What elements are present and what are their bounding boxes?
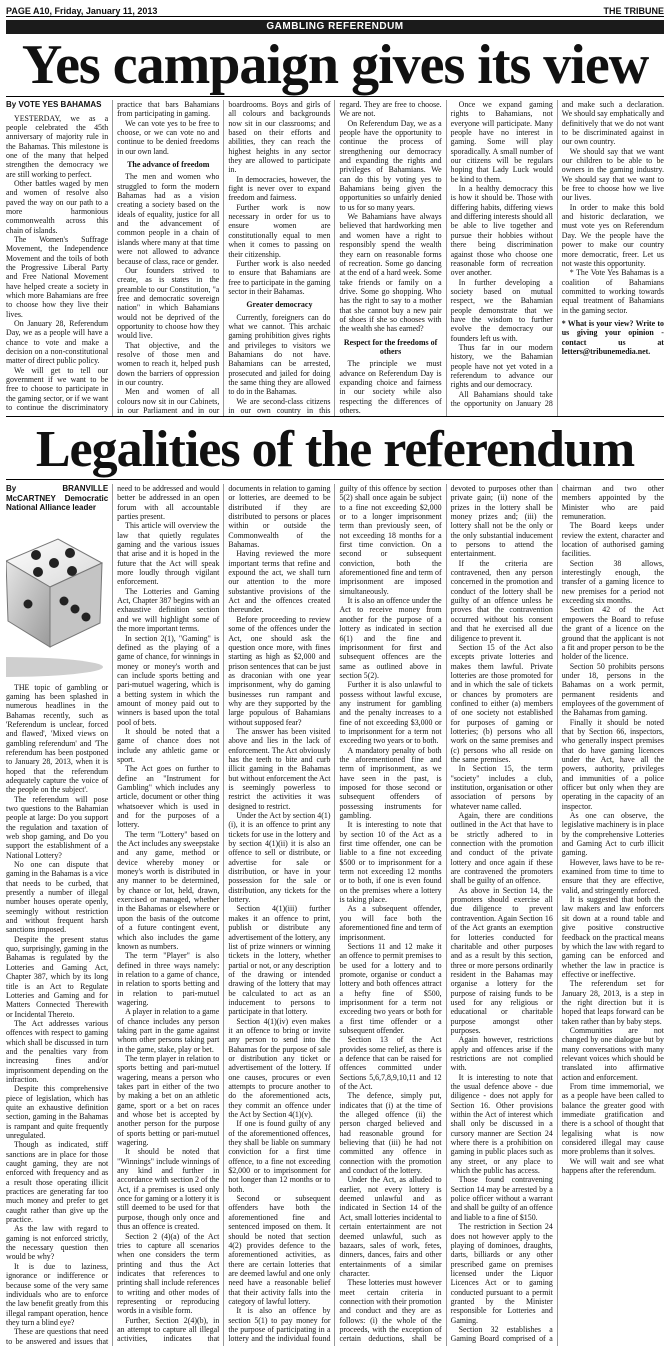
paragraph: In Section 15, the term "society" includes a club, institution, organisation or other association of persons by whatever name called. bbox=[450, 764, 553, 811]
paragraph: If one is found guilty of any of the aforementioned offences, they shall be liable on summary conviction for a first time offence, to a fine not exceeding $2,000 or to imprisonment for not longer than 12 months or to both. bbox=[228, 1119, 331, 1194]
paragraph: Second or subsequent offenders have both the aforementioned fine and sentenced imposed on them. It should be noted that section 4(2) provides defence to the aforementioned activities, as there are certain lotteries that are deemed lawful and one only need have a reasonable belief that their activity falls into the category of lawful lottery. bbox=[228, 1194, 331, 1306]
paragraph: A mandatory penalty of both the aforementioned fine and term of imprisonment, as we have seen in the past, is imposed for those second or subsequent offenders of possessing instruments for gambling. bbox=[339, 745, 442, 821]
paragraph: The defence, simply put, indicates that (i) at the time of the alleged offence (ii) the person charged believed and had reasonable ground for believing that (iii) he had not committed any offence in connection with the promotion and conduct of the lottery. bbox=[339, 1091, 442, 1176]
story2-columns bbox=[6, 484, 664, 1346]
paragraph: All Bahamians should take the opportunity on January 28 and make such a declaration. We should say emphatically and definitively that we do not want to be discriminated against in our own country. bbox=[450, 100, 664, 408]
paragraph: Despite this comprehensive piece of legislation, which has quite an exhaustive definition section, gaming in the Bahamas is rampant and quite frequently unregulated. bbox=[6, 1084, 109, 1140]
paragraph: As above in Section 14, the promoters should exercise all due diligence to prevent contravention. Again Section 16 of the Act grants an exemption for lotteries conducted for charitable and other purposes and as a result by this section, three or more persons ordinarily resident in the Bahamas may organise a lottery for the purpose of raising funds to be used for any religious or educational or charitable purpose amongst other purposes. bbox=[450, 885, 553, 1035]
paragraph: A player in relation to a game of chance includes any person taking part in the game against whom other persons taking part in the game, stake, play or bet. bbox=[117, 1007, 220, 1054]
paragraph: The restriction in Section 24 does not however apply to the playing of dominoes, draughts, darts, billiards or any other prescribed game on premises licensed under the Liquor Licences Act or to gaming conducted pursuant to a permit granted by the Minister responsible for Lotteries and Gaming. bbox=[450, 1222, 553, 1325]
paragraph: It is also an offence under the Act to receive money from another for the purpose of a lottery as indicated in section 6(1) and the fine and imprisonment for first and subsequent offences are the same as outlined above in section 5(2). bbox=[339, 596, 442, 680]
paragraph: * The Vote Yes Bahamas is a coalition of Bahamians committed to working towards equal treatment of Bahamians in the gaming sector. bbox=[561, 268, 664, 315]
paragraph: Other battles waged by men and women of resolve also paved the way on our path to a more harmonious commonwealth across this chain of islands. bbox=[6, 178, 109, 235]
paragraph: Section 4(1)(iii) further makes it an offence to print, publish or distribute any advertisement of the lottery, any list of prize winners or winning tickets in the lottery, whether partial or not, or any description of the drawing or intended drawing of the lottery that may be calculated to act as an inducement to persons to participate in that lottery. bbox=[228, 904, 331, 1017]
paragraph: It is due to laziness, ignorance or indifference or because some of the very same individuals who are to enforce the law benefit greatly from this illegal rampant operation, hence they turn a blind eye? bbox=[6, 1261, 109, 1327]
page-folio bbox=[6, 0, 664, 17]
paragraph: It should be noted that "Winnings" include winnings of any kind and further in accordance with section 2 of the Act, if a premises is used only once for gaming or a lottery it is still deemed to be used for that purpose, though only once and thus an offence is created. bbox=[117, 1147, 220, 1232]
paragraph: Before proceeding to review some of the offences under the Act, one should ask the question once more, with fines starting as high as $2,000 and prison sentences that can be just as draconian with one year imprisonment, why do gaming businesses run rampant and why are they supported by the large populous of Bahamians without supposed fear? bbox=[228, 614, 331, 727]
paragraph: It should be noted that a game of chance does not include any athletic game or sport. bbox=[117, 726, 220, 764]
paragraph: Thus far in our modern history, we the Bahamian people have not yet voted in a referendum to advance our rights and our democracy. bbox=[450, 342, 553, 390]
paragraph: This article will overview the law that quietly regulates gaming and the various issues that arise and it is hoped in the future that the Act will speak more loudly through vigilant enforcement. bbox=[117, 521, 220, 587]
paragraph: Men and women of all colours now sit in our Cabinets, in our Parliament and in our boardrooms. Boys and girls of all colours and backgrounds now sit in our classrooms; and based on their efforts and abilities, they can reach the highest heights in any sector they are allowed to participate in. bbox=[117, 100, 331, 415]
paragraph: It is interesting to note that the usual defence above - due diligence - does not apply for Section 16. Other provisions within the Act of interest which shall only be discussed in a cursory manner are Section 24 where there is a prohibition on gaming in public places such as any street, or any place to which the public has access. bbox=[450, 1072, 553, 1176]
paragraph: Further work is now necessary in order for us to ensure women are constitutionally equal to men when it comes to passing on their citizenship. bbox=[228, 202, 331, 259]
paragraph: On Referendum Day, we as a people have the opportunity to continue the process of strengthening our democracy and expanding the rights and privileges of Bahamians. We can do this by voting yes to Bahamians being given the opportunities so unfairly denied to us for so many years. bbox=[339, 118, 442, 212]
paragraph: The Act addresses various offences with respect to gaming which shall be discussed in turn and the penalties vary from increasing fines and/or imprisonment depending on the infraction. bbox=[6, 1018, 109, 1084]
divider bbox=[6, 416, 664, 417]
paragraph: Under the Act by section 4(1)(i), it is an offence to print any tickets for use in the lottery and by section 4(1)(ii) it is also an offence to sell or distribute, or advertise for sale or distribution, or have in your possession for the sale or distribution, any tickets for the lottery. bbox=[228, 811, 331, 905]
paragraph: We will get to tell our government if we want to be free to choose to participate in the gaming sector, or if we want to continue the discriminatory practice that bars Bahamians from participating in gaming. bbox=[6, 100, 220, 413]
paragraph: Sections 11 and 12 make it an offence to permit premises to be used for a lottery and to promote, organise or conduct a lottery and both offences attract a hefty fine of $500, imprisonment for a term not exceeding two years or both for a first time offender or a subsequent offender. bbox=[339, 941, 442, 1035]
paragraph: As the law with regard to gaming is not enforced strictly, the necessary question then would be why? bbox=[6, 1224, 109, 1262]
story1-headline: Yes campaign gives its view bbox=[21, 34, 649, 96]
story2-headline: Legalities of the referendum bbox=[35, 421, 635, 478]
dice-icon bbox=[6, 517, 108, 679]
paragraph: Again, there are conditions outlined in the Act that have to be strictly adhered to in connection with the promotion and conduct of the private lottery and once again if these are contravened the promoters shall be guilty of an offence. bbox=[450, 811, 553, 886]
folio-page-date: PAGE A10, Friday, January 11, 2013 bbox=[6, 6, 158, 16]
letters-note: * What is your view? Write to us giving your opinion - contact us at letters@tribunemedia.net. bbox=[561, 318, 664, 356]
paragraph: Section 38 allows, interestingly enough, the transfer of a gaming licence to new premises for a period not exceeding six months. bbox=[561, 558, 664, 606]
subheading: Greater democracy bbox=[246, 300, 313, 310]
paragraph: We are second-class citizens in our own country in this regard. They are free to choose. We are not. bbox=[228, 100, 442, 415]
subheading: Respect for the freedoms of others bbox=[343, 337, 438, 356]
paragraph: Further, Section 2(4)(b), in an attempt to capture all illegal activities, indicates that documents in relation to gaming or lotteries, are deemed to be distributed if they are distributed to persons or places within or outside the Commonwealth of the Bahamas. bbox=[117, 484, 331, 1344]
paragraph: From time immemorial, we as a people have been called to balance the greater good with immediate gratification and there is a school of thought that legalising what is now considered illegal may cause more problems than it solves. bbox=[561, 1082, 664, 1157]
paragraph: Under the Act, as alluded to earlier, not every lottery is deemed unlawful and as indicated in Section 14 of the Act, small lotteries incidental to certain entertainment are not deemed unlawful, such as bazaars, sales of work, fetes, dinners, dances, fairs and other entertainments of a similar character. bbox=[339, 1175, 442, 1278]
paragraph: In order to make this bold and historic declaration, we must vote yes on Referendum Day. We the people have the power to make our country more democratic, freer. Let us not waste this opportunity. bbox=[561, 202, 664, 268]
paragraph: The referendum will pose two questions to the Bahamian people at large: Do you support the regulation and taxation of web shop gaming, and Do you support the establishment of a National Lottery? bbox=[6, 794, 109, 860]
paragraph: Finally it should be noted that by Section 66, inspectors, who generally inspect premises that do have gaming licences under the Act, have all the powers, authority, privileges and immunities of a police officer but only when they are operating in the capacity of an inspector. bbox=[561, 717, 664, 811]
paragraph: Section 2 (4)(a) of the Act tries to capture all scenarios when one considers the term printing and thus the Act indicates that references to printing shall include references to writing and other modes of representing or reproducing words in a visible form. bbox=[117, 1231, 220, 1316]
paragraph: The term player in relation to sports betting and pari-mutuel wagering, means a person who takes part in either of the two by making a bet on an athletic game, sport or a bet on races and whose bet is accepted by another person for the purpose of sports betting or pari-mutuel wagering. bbox=[117, 1053, 220, 1148]
dice-photo bbox=[6, 517, 108, 679]
paragraph: Further it is also unlawful to possess without lawful excuse, any instrument for gambling and the penalty increases to a fine of not exceeding $3,000 or to imprisonment for a term not exceeding two years or to both. bbox=[339, 680, 442, 746]
subheading: The advance of freedom bbox=[127, 160, 210, 170]
story1-columns bbox=[6, 100, 664, 416]
paragraph: We Bahamians have always believed that hardworking men and women have a right to responsibly spend the wealth they earn on reasonable forms of recreation. Some go dancing at the end of a hard week. Some take friends or family on a drive. Some go shopping. Who has the right to say to a mother that she cannot buy a new pair of shoes if she so chooses with the wealth she has earned? bbox=[339, 212, 442, 334]
story2-byline: By BRANVILLE McCARTNEY Democratic National Alliance leader bbox=[6, 484, 109, 512]
paragraph: Section 42 of the Act empowers the Board to refuse the grant of a licence on the ground that the applicant is not a fit and proper person to be the holder of the licence. bbox=[561, 605, 664, 662]
paragraph: On January 28, Referendum Day, we as a people will have a chance to vote and make a decision on a non-constitutional matter of direct public policy. bbox=[6, 319, 109, 366]
paragraph: The referendum set for January 28, 2013, is a step in the right direction but it is hoped that leaps forward can be taken rather than by baby steps. bbox=[561, 979, 664, 1026]
paragraph: In section 2(1), "Gaming" is defined as the playing of a game of chance, for winnings in money or money's worth and can include sports betting and pari-mutuel wagering, which is a betting system in which the amount of money paid out to winners is based upon the total pool of bets. bbox=[117, 633, 220, 727]
paragraph: Further work is also needed to ensure that Bahamians are free to participate in the gaming sector in their Bahamas. bbox=[228, 258, 331, 296]
folio-publication: THE TRIBUNE bbox=[603, 6, 664, 16]
paragraph: Once we expand gaming rights to Bahamians, not everyone will participate. Many people have no interest in gaming. Some will play sporadically. A small number of our citizens will be regulars hoping that Lady Luck would be kind to them. bbox=[450, 100, 553, 184]
paragraph: The men and women who struggled to form the modern Bahamas had as a vision creating a society based on the ideals of equality, justice for all and the advancement of common people in a chain of islands where many at that time were not allowed to advance because of class, race or gender. bbox=[117, 172, 220, 266]
paragraph: The answer has been visited above and lies in the lack of enforcement. The Act obviously has the teeth to bite and curb illicit gaming in the Bahamas but without enforcement the Act is seemingly powerless to restrict the activities it was designed to restrict. bbox=[228, 726, 331, 811]
paragraph: We will wait and see what happens after the referendum. bbox=[561, 1156, 664, 1176]
paragraph: YESTERDAY, we as a people celebrated the 45th anniversary of majority rule in the Bahamas. This milestone is one of the many that helped strengthen the democracy we are still working to perfect. bbox=[6, 113, 109, 179]
story1-byline: By VOTE YES BAHAMAS bbox=[6, 100, 102, 109]
paragraph: Section 15 of the Act also excepts private lotteries and makes them lawful. Private lotteries are those promoted for and in which the sale of tickets or chances by promoters are confined to either (a) members of one society not established for purposes of gaming or lotteries; (b) persons who all work on the same premises and (c) persons who all reside on the same premises. bbox=[450, 642, 553, 764]
paragraph: Though as indicated, stiff sanctions are in place for those caught gaming, they are not enforced with frequency and as a result those operating illicit practices are generating far too much money and prefer to get caught rather than give up the practice. bbox=[6, 1140, 109, 1225]
paragraph: These lotteries must however meet certain criteria in connection with their promotion and conduct and they are as follows: (i) the whole of the proceeds, with the exception of certain deductions, shall be devoted to purposes other than private gain; (ii) none of the prizes in the lottery shall be money prizes and; (iii) the lottery shall not be the only or the only substantial inducement to persons to attend the entertainment. bbox=[339, 484, 553, 1344]
paragraph: It is also an offence by section 5(1) to pay money for the purpose of participating in a lottery and the individual found guilty of this offence by section 5(2) shall once again be subject to a fine not exceeding $2,000 or to a longer imprisonment term than previously seen, of not exceeding 18 months for a first time conviction. On a second or subsequent conviction, both the aforementioned fine and term of imprisonment are imposed simultaneously. bbox=[228, 484, 442, 1344]
paragraph: The Women's Suffrage Movement, the Independence Movement and the toils of both the Progressive Liberal Party and Free National Movement have helped create a society in which more Bahamians are free to choose how they live their lives. bbox=[6, 234, 109, 319]
paragraph: Again however, restrictions apply and offences arise if the restrictions are not complied with. bbox=[450, 1035, 553, 1073]
section-banner: GAMBLING REFERENDUM bbox=[6, 20, 664, 34]
paragraph: These are questions that need to be answered and issues that need to be addressed and would better be addressed in an open forum with all accountable parties present. bbox=[6, 484, 220, 1346]
paragraph: Section 4(1)(iv) even makes it an offence to bring or invite any person to send into the Bahamas for the purpose of sale or distribution any ticket or advertisement of the lottery. If one causes, procures or even attempts to procure another to do the aforementioned acts, they commit an offence under the Act by Section 4(1)(v). bbox=[228, 1016, 331, 1120]
paragraph: In further developing a society based on mutual respect, we the Bahamian people demonstrate that we have the wisdom to further evolve the democracy our founders left us with. bbox=[450, 277, 553, 343]
paragraph: The Act goes on further to define an "Instrument for Gambling" which includes any article, document or other thing whatsoever which is used in and for the purposes of a lottery. bbox=[117, 764, 220, 830]
paragraph: Section 32 establishes a Gaming Board comprised of a chairman and two other members appointed by the Minister who are paid remuneration. bbox=[450, 484, 664, 1344]
paragraph: However, laws have to be re-examined from time to time to ensure that they are effective, valid, and stringently enforced. bbox=[561, 857, 664, 895]
paragraph: The Board keeps under review the extent, character and location of authorised gaming facilities. bbox=[561, 521, 664, 559]
story1-body bbox=[6, 100, 664, 416]
paragraph: Section 13 of the Act provides some relief, as there is a defence that can be raised for offences committed under Sections 5,6,7,8,9,10,11 and 12 of the Act. bbox=[339, 1035, 442, 1091]
paragraph: It is suggested that both the law makers and law enforcers sit down at a round table and give positive constructive feedback on the practical means by which the law with regard to gaming can be enforced and whether the law in practice is effective or ineffective. bbox=[561, 895, 664, 979]
paragraph: The term "Player" is also defined in three ways namely: in relation to a game of chance, in relation to sports betting and in relation to pari-mutuel wagering. bbox=[117, 951, 220, 1007]
paragraph: In democracies, however, the fight is never over to expand freedom and fairness. bbox=[228, 174, 331, 203]
paragraph: The Lotteries and Gaming Act, Chapter 387 begins with an exhaustive definition section and we will highlight some of the more important terms. bbox=[117, 586, 220, 634]
paragraph: Currently, foreigners can do what we cannot. This archaic gaming prohibition gives rights and privileges to visitors we Bahamians do not have. Bahamians can be arrested, prosecuted and jailed for doing the same thing they are allowed to do in the Bahamas. bbox=[228, 312, 331, 397]
paragraph: Having reviewed the more important terms that refine and expound the act, we shall turn our attention to the more substantive provisions of the Act and the offences created thereunder. bbox=[228, 549, 331, 615]
story2-body bbox=[6, 484, 664, 1346]
paragraph: In a healthy democracy this is how it should be. Those with differing habits, differing views and differing interests should all be able to live together and pursue their hobbies without there being discrimination against those who choose one reasonable form of recreation over another. bbox=[450, 184, 553, 278]
paragraph: Those found contravening Section 14 may be arrested by a police officer without a warrant and shall be guilty of an offence and liable to a fine of $150. bbox=[450, 1175, 553, 1222]
paragraph: It is interesting to note that by section 10 of the Act as a first time offender, one can be liable to a fine not exceeding $500 or to imprisonment for a term not exceeding 12 months or to both, if one is even found on the premises where a lottery is taking place. bbox=[339, 820, 442, 905]
paragraph: We should say that we want our children to be able to be owners in the gaming industry. We should say that we want to be free to choose how we live our lives. bbox=[561, 146, 664, 203]
paragraph: We can vote yes to be free to choose, or we can vote no and continue to be denied freedoms in our own land. bbox=[117, 118, 220, 156]
paragraph: That objective, and the resolve of those men and women to reach it, helped push down the barriers of oppression in our country. bbox=[117, 340, 220, 387]
paragraph: The term "Lottery" based on the Act includes any sweepstake and any game, method or device whereby money or money's worth is distributed in any manner to be determined, by chance or lot, held, drawn, exercised or managed, whether in the Bahamas or elsewhere or upon the basis of the outcome of a future contingent event, which also includes the game known as numbers. bbox=[117, 829, 220, 951]
divider bbox=[6, 96, 664, 97]
paragraph: Communities are not changed by one dialogue but by many conversations with many relevant voices which should be translated into affirmative action and enforcement. bbox=[561, 1025, 664, 1082]
paragraph: Section 50 prohibits persons under 18, persons in the Bahamas on a work permit, permanent residents and employees of the government of the Bahamas from gaming. bbox=[561, 661, 664, 718]
paragraph: THE topic of gambling or gaming has been splashed in numerous headlines in the Bahamas recently, such as 'Referendum is unclear, forced and flawed', 'Mixed views on gambling referendum' and 'The referendum has been postponed to January 28, 2013, when it is hoped that the referendum adequately capture the voice of the people on the subject'. bbox=[6, 682, 109, 795]
paragraph: The principle we must advance on Referendum Day is expanding choice and fairness in our society while also respecting the differences of others. bbox=[339, 359, 442, 415]
paragraph: No one can dispute that gaming in the Bahamas is a vice that needs to be curbed, that presently a number of illegal number houses operate openly, seemingly without restriction and without frequent harsh sanctions imposed. bbox=[6, 860, 109, 935]
paragraph: Despite the present status quo, surprisingly, gaming in the Bahamas is regulated by the Lotteries and Gaming Act, Chapter 387, which by its long title is an Act to Regulate Lotteries and Gaming and for Matters Connected Therewith or Incidental Thereto. bbox=[6, 934, 109, 1019]
paragraph: As one can observe, the legislative machinery is in place by the comprehensive Lotteries and Gaming Act to curb illicit gaming. bbox=[561, 811, 664, 858]
paragraph: Our founders strived to create, as is states in the preamble to our Constitution, "a free and democratic sovereign nation" in which Bahamians would not be deprived of the opportunity to choose how they would live. bbox=[117, 265, 220, 341]
paragraph: As a subsequent offender, you will face both the aforementioned fine and term of imprisonment. bbox=[339, 904, 442, 942]
paragraph: If the criteria are contravened, then any person concerned in the promotion and conduct of the lottery shall be guilty of an offence unless he proves that the contravention occurred without his consent and that he exercised all due diligence to prevent it. bbox=[450, 558, 553, 643]
divider bbox=[6, 479, 664, 480]
